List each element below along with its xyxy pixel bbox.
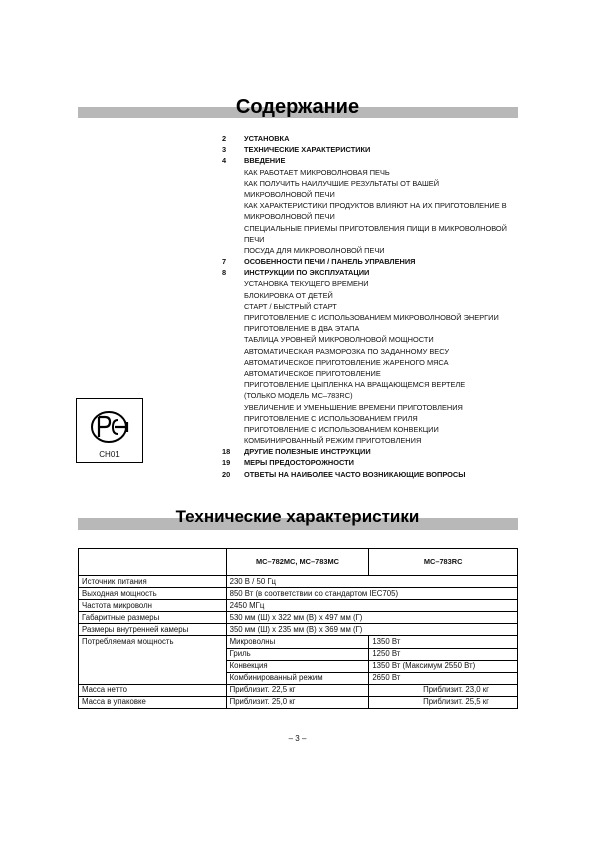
spec-label [79, 648, 227, 660]
certification-box [76, 398, 143, 463]
toc-subsection [222, 312, 522, 323]
toc-entry-text: СТАРТ / БЫСТРЫЙ СТАРТ [244, 301, 337, 311]
toc-subsection [222, 290, 522, 301]
specs-header-row [79, 549, 518, 576]
power-mode: Комбинированный режим [226, 672, 369, 684]
page-number: – 3 – [288, 734, 307, 743]
spec-label: Габаритные размеры [79, 612, 227, 624]
toc-entry-text: ПРИГОТОВЛЕНИЕ С ИСПОЛЬЗОВАНИЕМ ГРИЛЯ [244, 413, 418, 423]
power-value: 1350 Вт [369, 636, 518, 648]
toc-entry-text: АВТОМАТИЧЕСКАЯ РАЗМОРОЗКА ПО ЗАДАННОМУ ВЕСУ [244, 346, 450, 356]
toc-section [222, 469, 522, 480]
spec-label: Размеры внутренней камеры [79, 624, 227, 636]
toc-section [222, 155, 522, 166]
toc-page-number: 2 [222, 134, 227, 143]
power-value: 1250 Вт [369, 648, 518, 660]
toc-subsection [222, 200, 522, 211]
toc-subsection [222, 301, 522, 312]
spec-label [79, 672, 227, 684]
weight-row [79, 684, 518, 696]
toc-entry-text: БЛОКИРОВКА ОТ ДЕТЕЙ [244, 290, 333, 300]
toc-entry-text: КОМБИНИРОВАННЫЙ РЕЖИМ ПРИГОТОВЛЕНИЯ [244, 436, 422, 446]
specs-header-model-2: MC–783RC [369, 549, 518, 576]
toc-page-number: 18 [222, 447, 231, 457]
power-row [79, 648, 518, 660]
power-row [79, 636, 518, 648]
toc-subsection [222, 390, 522, 401]
toc-subsection [222, 178, 522, 189]
toc-entry-text: ТАБЛИЦА УРОВНЕЙ МИКРОВОЛНОВОЙ МОЩНОСТИ [244, 335, 434, 345]
table-of-contents [222, 133, 522, 480]
toc-entry-text: МИКРОВОЛНОВОЙ ПЕЧИ [244, 189, 335, 199]
toc-section [222, 256, 522, 267]
toc-entry-text: ПРИГОТОВЛЕНИЕ В ДВА ЭТАПА [244, 324, 360, 334]
toc-entry-text: ОТВЕТЫ НА НАИБОЛЕЕ ЧАСТО ВОЗНИКАЮЩИЕ ВОПРОСЫ [244, 469, 466, 479]
toc-entry-text: АВТОМАТИЧЕСКОЕ ПРИГОТОВЛЕНИЕ [244, 368, 381, 378]
toc-entry-text: ПРИГОТОВЛЕНИЕ С ИСПОЛЬЗОВАНИЕМ МИКРОВОЛНОВОЙ ЭНЕРГИИ [244, 313, 499, 322]
toc-entry-text: ОСОБЕННОСТИ ПЕЧИ / ПАНЕЛЬ УПРАВЛЕНИЯ [244, 257, 416, 267]
spec-label: Масса в упаковке [79, 696, 227, 708]
toc-subsection [222, 346, 522, 357]
toc-page-number: 4 [222, 156, 227, 166]
toc-subsection [222, 223, 522, 234]
toc-page-number: 3 [222, 145, 227, 155]
spec-value: 230 В / 50 Гц [226, 576, 517, 588]
toc-entry-text: КАК РАБОТАЕТ МИКРОВОЛНОВАЯ ПЕЧЬ [244, 167, 390, 177]
toc-entry-text: ПРИГОТОВЛЕНИЕ С ИСПОЛЬЗОВАНИЕМ КОНВЕКЦИИ [244, 424, 439, 434]
toc-page-number: 8 [222, 268, 227, 278]
spec-label: Частота микроволн [79, 600, 227, 612]
toc-entry-text: ПРИГОТОВЛЕНИЕ ЦЫПЛЕНКА НА ВРАЩАЮЩЕМСЯ ВЕРТЕЛЕ [244, 380, 466, 390]
toc-entry-text: ТЕХНИЧЕСКИЕ ХАРАКТЕРИСТИКИ [244, 145, 371, 155]
toc-subsection [222, 211, 522, 222]
toc-subsection [222, 424, 522, 435]
toc-page-number: 7 [222, 257, 227, 267]
toc-subsection [222, 402, 522, 413]
specs-row [79, 588, 518, 600]
toc-entry-text: ИНСТРУКЦИИ ПО ЭКСПЛУАТАЦИИ [244, 268, 370, 278]
toc-entry-text: УСТАНОВКА ТЕКУЩЕГО ВРЕМЕНИ [244, 279, 369, 289]
power-row [79, 672, 518, 684]
toc-section [222, 144, 522, 155]
spec-value: 2450 МГц [226, 600, 517, 612]
weight-value-model-2: Приблизит. 23,0 кг [369, 684, 518, 696]
toc-subsection [222, 278, 522, 289]
power-value: 2650 Вт [369, 672, 518, 684]
power-mode: Гриль [226, 648, 369, 660]
specs-title: Технические характеристики [175, 507, 420, 526]
toc-entry-text: ПОСУДА ДЛЯ МИКРОВОЛНОВОЙ ПЕЧИ [244, 245, 385, 255]
spec-value: 350 мм (Ш) x 235 мм (В) x 369 мм (Г) [226, 624, 517, 636]
toc-entry-text: ДРУГИЕ ПОЛЕЗНЫЕ ИНСТРУКЦИИ [244, 447, 371, 457]
spec-label: Источник питания [79, 576, 227, 588]
toc-entry-text: МЕРЫ ПРЕДОСТОРОЖНОСТИ [244, 458, 354, 468]
spec-label [79, 660, 227, 672]
toc-entry-text: ПЕЧИ [244, 234, 265, 244]
toc-subsection [222, 435, 522, 446]
toc-subsection [222, 189, 522, 200]
toc-section [222, 446, 522, 457]
toc-subsection [222, 368, 522, 379]
toc-entry-text: МИКРОВОЛНОВОЙ ПЕЧИ [244, 212, 335, 222]
specs-header-model-1: MC–782MC, MC–783MC [226, 549, 369, 576]
toc-section [222, 133, 522, 144]
toc-subsection [222, 379, 522, 390]
specs-row [79, 600, 518, 612]
weight-value-model-1: Приблизит. 22,5 кг [226, 684, 369, 696]
weight-row [79, 696, 518, 708]
specs-header-empty [79, 549, 227, 576]
toc-subsection [222, 234, 522, 245]
specs-row [79, 612, 518, 624]
spec-label: Выходная мощность [79, 588, 227, 600]
toc-entry-text: СПЕЦИАЛЬНЫЕ ПРИЕМЫ ПРИГОТОВЛЕНИЯ ПИЩИ В МИКРОВОЛНОВОЙ [244, 223, 507, 233]
toc-entry-text: КАК ХАРАКТЕРИСТИКИ ПРОДУКТОВ ВЛИЯЮТ НА ИХ ПРИГОТОВЛЕНИЕ В [244, 201, 507, 211]
specs-row [79, 576, 518, 588]
toc-entry-text: УСТАНОВКА [244, 134, 290, 143]
contents-title: Содержание [235, 96, 360, 118]
toc-subsection [222, 357, 522, 368]
toc-section [222, 457, 522, 468]
toc-subsection [222, 334, 522, 345]
specs-table [78, 548, 518, 709]
rst-certification-icon [77, 403, 142, 453]
weight-value-model-1: Приблизит. 25,0 кг [226, 696, 369, 708]
toc-entry-text: КАК ПОЛУЧИТЬ НАИЛУЧШИЕ РЕЗУЛЬТАТЫ ОТ ВАШЕЙ [244, 178, 440, 188]
spec-label: Потребляемая мощность [79, 636, 227, 648]
specs-row [79, 624, 518, 636]
toc-entry-text: УВЕЛИЧЕНИЕ И УМЕНЬШЕНИЕ ВРЕМЕНИ ПРИГОТОВЛЕНИЯ [244, 402, 463, 412]
spec-value: 850 Вт (в соответствии со стандартом IEC705) [226, 588, 517, 600]
toc-page-number: 20 [222, 469, 231, 479]
toc-entry-text: АВТОМАТИЧЕСКОЕ ПРИГОТОВЛЕНИЕ ЖАРЕНОГО МЯСА [244, 357, 449, 367]
toc-subsection [222, 323, 522, 334]
spec-value: 530 мм (Ш) x 322 мм (В) x 497 мм (Г) [226, 612, 517, 624]
spec-label: Масса нетто [79, 684, 227, 696]
toc-entry-text: (ТОЛЬКО МОДЕЛЬ MC–783RC) [244, 391, 353, 401]
toc-page-number: 19 [222, 458, 231, 468]
power-value: 1350 Вт (Максимум 2550 Вт) [369, 660, 518, 672]
toc-section [222, 267, 522, 278]
toc-entry-text: ВВЕДЕНИЕ [244, 156, 286, 166]
power-row [79, 660, 518, 672]
weight-value-model-2: Приблизит. 25,5 кг [369, 696, 518, 708]
toc-subsection [222, 245, 522, 256]
certification-code: CH01 [99, 450, 120, 459]
power-mode: Конвекция [226, 660, 369, 672]
power-mode: Микроволны [226, 636, 369, 648]
toc-subsection [222, 413, 522, 424]
toc-subsection [222, 167, 522, 178]
